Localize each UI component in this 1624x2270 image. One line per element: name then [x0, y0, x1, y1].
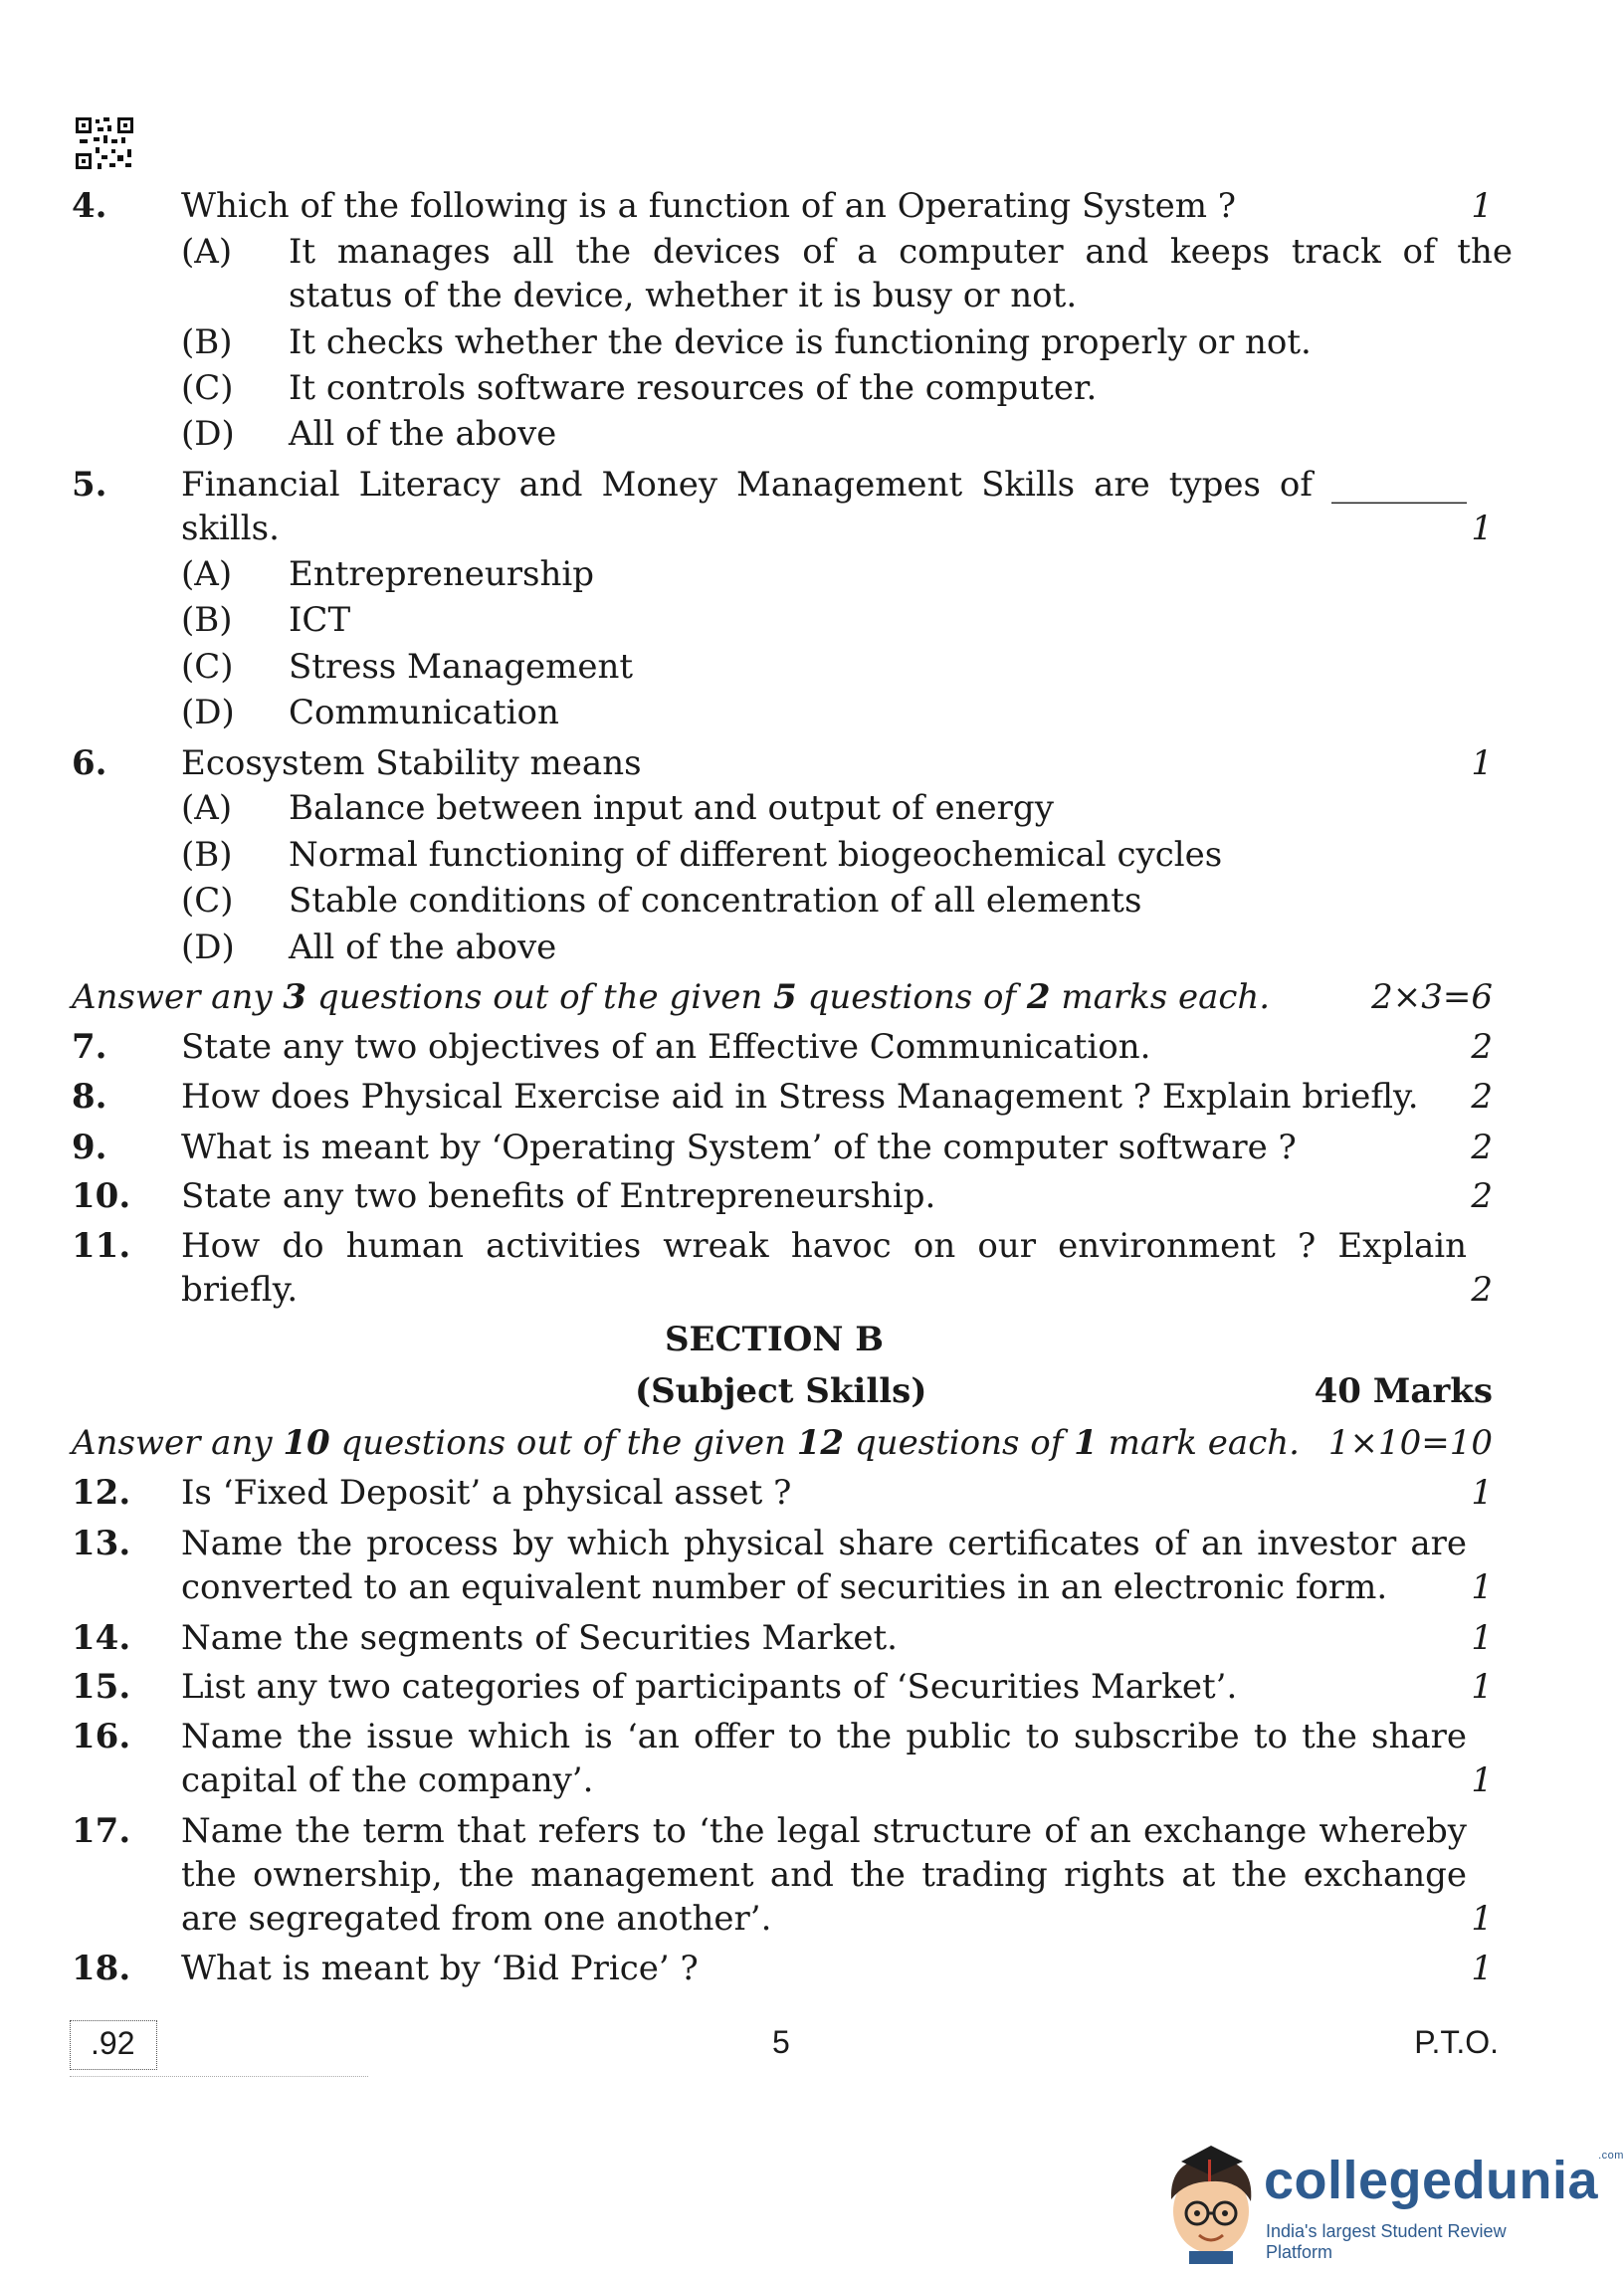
instruction-mark-value: 1	[1074, 1423, 1098, 1463]
question-marks: 2	[1471, 1176, 1493, 1216]
question-number: 14.	[72, 1618, 131, 1658]
instruction-count: 3	[283, 977, 307, 1017]
logo-tagline: India's largest Student Review Platform	[1266, 2221, 1507, 2262]
question-marks: 1	[1471, 509, 1493, 548]
question-text: the ownership, the management and the trading rights at the exchange	[181, 1855, 1467, 1895]
question-number: 15.	[72, 1667, 131, 1707]
question-marks: 2	[1471, 1270, 1493, 1310]
logo-wordmark	[1264, 2150, 1624, 2211]
instruction-part: questions of	[844, 1423, 1075, 1463]
instruction-total: 5	[773, 977, 797, 1017]
question-number: 17.	[72, 1811, 131, 1851]
question-text: Is ‘Fixed Deposit’ a physical asset ?	[181, 1473, 792, 1513]
option-text: Stress Management	[289, 647, 634, 687]
option-text: Stable conditions of concentration of all elements	[289, 881, 1142, 921]
question-number: 7.	[72, 1027, 107, 1067]
instruction-mark-value: 2	[1026, 977, 1051, 1017]
question-marks: 1	[1471, 186, 1493, 226]
question-marks: 1	[1471, 1567, 1493, 1607]
question-number: 4.	[72, 186, 107, 226]
option-text: All of the above	[289, 928, 557, 967]
option-text: Normal functioning of different biogeochemical cycles	[289, 835, 1223, 875]
question-number: 9.	[72, 1128, 107, 1167]
option-label: (A)	[181, 232, 233, 272]
option-text: It checks whether the device is functioning properly or not.	[289, 322, 1312, 362]
logo-domain-suffix: .com	[1598, 2150, 1624, 2162]
question-marks: 1	[1471, 1618, 1493, 1658]
option-label: (A)	[181, 788, 233, 828]
qr-code-icon	[76, 117, 133, 169]
option-text: It manages all the devices of a computer and keeps track of the	[289, 232, 1513, 272]
instruction-count: 10	[283, 1423, 330, 1463]
question-text: briefly.	[181, 1270, 299, 1310]
question-text: Name the issue which is ‘an offer to the public to subscribe to the share	[181, 1717, 1467, 1756]
question-text: Financial Literacy and Money Management Skills are types of ________	[181, 465, 1467, 505]
question-text: How does Physical Exercise aid in Stress Management ? Explain briefly.	[181, 1077, 1419, 1117]
instruction-part: mark each.	[1097, 1423, 1300, 1463]
question-number: 10.	[72, 1176, 131, 1216]
option-text: Balance between input and output of energy	[289, 788, 1054, 828]
option-label: (B)	[181, 835, 233, 875]
question-number: 8.	[72, 1077, 107, 1117]
instruction-part: marks each.	[1050, 977, 1271, 1017]
instruction-part: questions out of the given	[306, 977, 774, 1017]
question-text: Name the process by which physical share certificates of an investor are	[181, 1524, 1467, 1563]
question-number: 18.	[72, 1949, 131, 1988]
paper-code-box	[70, 2020, 157, 2070]
instruction-part: questions of	[796, 977, 1027, 1017]
instruction-1-mark	[72, 1421, 1493, 1465]
option-label: (D)	[181, 693, 235, 732]
question-text: Name the term that refers to ‘the legal structure of an exchange whereby	[181, 1811, 1467, 1851]
logo-name: collegedunia	[1264, 2151, 1599, 2210]
question-text: State any two benefits of Entrepreneurship.	[181, 1176, 936, 1216]
instruction-part: questions out of the given	[329, 1423, 797, 1463]
student-mascot-icon	[1159, 2140, 1269, 2264]
instruction-total: 12	[796, 1423, 845, 1463]
instruction-text	[72, 977, 1270, 1017]
question-number: 11.	[72, 1226, 131, 1266]
option-label: (C)	[181, 647, 234, 687]
question-number: 12.	[72, 1473, 131, 1513]
question-text: What is meant by ‘Bid Price’ ?	[181, 1949, 699, 1988]
option-label: (D)	[181, 928, 235, 967]
question-number: 13.	[72, 1524, 131, 1563]
question-number: 6.	[72, 743, 107, 783]
question-text: Which of the following is a function of an Operating System ?	[181, 186, 1237, 226]
question-text: Ecosystem Stability means	[181, 743, 642, 783]
question-text: Name the segments of Securities Market.	[181, 1618, 898, 1658]
instruction-marks: 2×3=6	[1371, 977, 1493, 1017]
option-text: status of the device, whether it is busy or not.	[289, 276, 1078, 315]
option-text: Entrepreneurship	[289, 554, 595, 594]
question-marks: 2	[1471, 1077, 1493, 1117]
question-text: List any two categories of participants of ‘Securities Market’.	[181, 1667, 1238, 1707]
section-subtitle: (Subject Skills)	[635, 1371, 927, 1411]
please-turn-over: P.T.O.	[1414, 2024, 1499, 2060]
question-marks: 2	[1471, 1128, 1493, 1167]
instruction-marks: 1×10=10	[1327, 1423, 1493, 1463]
option-label: (B)	[181, 600, 233, 640]
question-text: How do human activities wreak havoc on our environment ? Explain	[181, 1226, 1467, 1266]
question-text: capital of the company’.	[181, 1760, 594, 1800]
question-marks: 1	[1471, 1949, 1493, 1988]
option-text: It controls software resources of the computer.	[289, 368, 1098, 408]
question-marks: 1	[1471, 1760, 1493, 1800]
paper-code: .92	[91, 2025, 135, 2061]
page-number: 5	[772, 2024, 790, 2060]
instruction-part: Answer any	[72, 1423, 284, 1463]
question-text: What is meant by ‘Operating System’ of the computer software ?	[181, 1128, 1297, 1167]
option-label: (B)	[181, 322, 233, 362]
question-text: State any two objectives of an Effective Communication.	[181, 1027, 1151, 1067]
question-number: 5.	[72, 465, 107, 505]
option-label: (C)	[181, 368, 234, 408]
option-label: (A)	[181, 554, 233, 594]
instruction-2-marks	[72, 975, 1493, 1019]
section-title: SECTION B	[665, 1320, 885, 1359]
question-marks: 1	[1471, 1899, 1493, 1939]
option-label: (C)	[181, 881, 234, 921]
question-number: 16.	[72, 1717, 131, 1756]
option-text: ICT	[289, 600, 351, 640]
option-text: Communication	[289, 693, 559, 732]
question-marks: 2	[1471, 1027, 1493, 1067]
question-text: skills.	[181, 509, 280, 548]
instruction-text	[72, 1423, 1300, 1463]
question-text: are segregated from one another’.	[181, 1899, 772, 1939]
option-label: (D)	[181, 414, 235, 454]
paper-code-microtext	[70, 2076, 368, 2080]
question-marks: 1	[1471, 743, 1493, 783]
question-marks: 1	[1471, 1667, 1493, 1707]
question-text: converted to an equivalent number of securities in an electronic form.	[181, 1567, 1388, 1607]
option-text: All of the above	[289, 414, 557, 454]
section-total-marks: 40 Marks	[1314, 1371, 1493, 1411]
question-marks: 1	[1471, 1473, 1493, 1513]
collegedunia-logo	[1159, 2140, 1624, 2264]
instruction-part: Answer any	[72, 977, 284, 1017]
